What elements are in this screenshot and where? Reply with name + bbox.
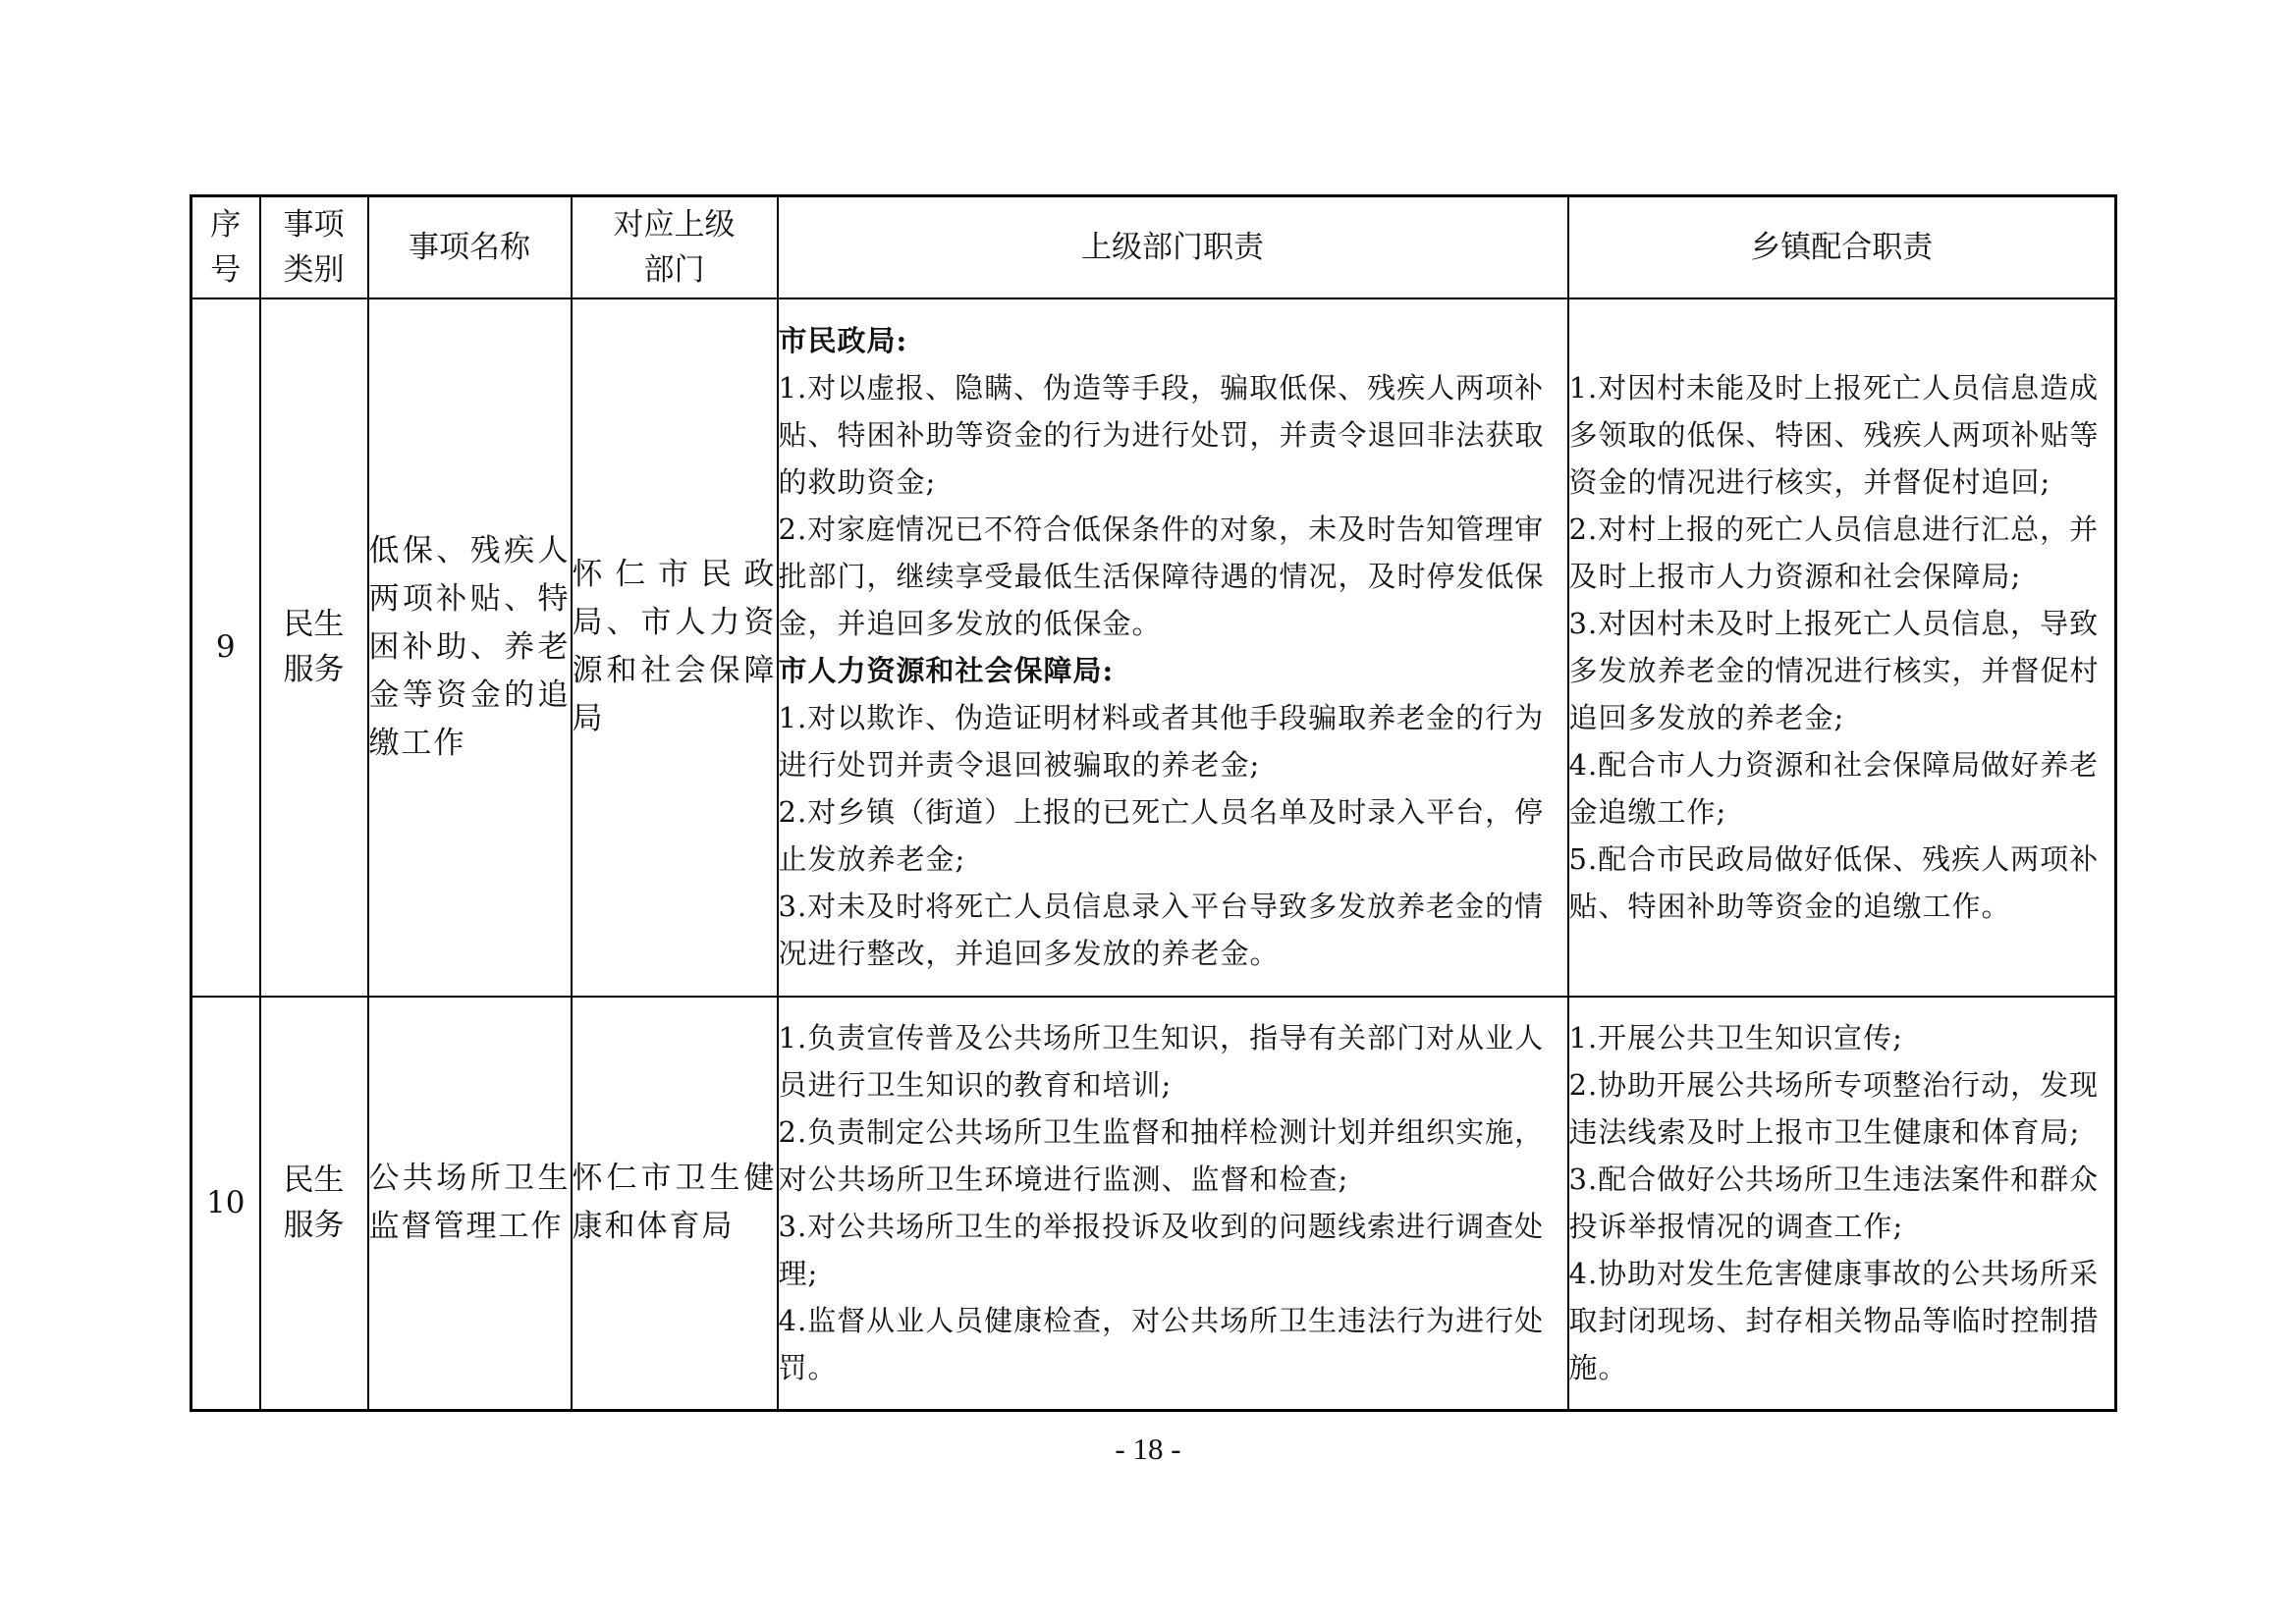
dept-heading: 市人力资源和社会保障局: (778, 654, 1115, 687)
coop-item: 3.对因村未及时上报死亡人员信息，导致多发放养老金的情况进行核实，并督促村追回多发放的养老金; (1568, 607, 2100, 734)
row-seq: 9 (191, 298, 260, 997)
duty-item: 1.对以虚报、隐瞒、伪造等手段，骗取低保、残疾人两项补贴、特困补助等资金的行为进行处罚，并责令退回非法获取的救助资金; (778, 371, 1545, 499)
page-number: - 18 - (1115, 1432, 1181, 1466)
responsibility-table (190, 194, 2117, 1412)
coop-item: 4.协助对发生危害健康事故的公共场所采取封闭现场、封存相关物品等临时控制措施。 (1568, 1257, 2100, 1385)
header-name: 事项名称 (368, 196, 572, 298)
coop-item: 5.配合市民政局做好低保、残疾人两项补贴、特困补助等资金的追缴工作。 (1568, 842, 2100, 923)
duty-item: 1.对以欺诈、伪造证明材料或者其他手段骗取养老金的行为进行处罚并责令退回被骗取的养老金; (778, 701, 1545, 782)
duty-item: 4.监督从业人员健康检查，对公共场所卫生违法行为进行处罚。 (778, 1304, 1545, 1385)
coop-item: 2.协助开展公共场所专项整治行动，发现违法线索及时上报市卫生健康和体育局; (1568, 1068, 2100, 1150)
header-category: 事项 类别 (260, 196, 368, 298)
row-dept: 怀仁市卫生健康和体育局 (572, 997, 778, 1411)
coop-item: 1.对因村未能及时上报死亡人员信息造成多领取的低保、特困、残疾人两项补贴等资金的情况进行核实，并督促村追回; (1568, 371, 2100, 499)
coop-item: 2.对村上报的死亡人员信息进行汇总，并及时上报市人力资源和社会保障局; (1568, 513, 2100, 593)
duty-item: 3.对公共场所卫生的举报投诉及收到的问题线索进行调查处理; (778, 1210, 1545, 1291)
row-upper-duties (778, 997, 1568, 1411)
row-town-duties (1568, 997, 2116, 1411)
row-category: 民生 服务 (260, 298, 368, 997)
duty-item: 1.负责宣传普及公共场所卫生知识，指导有关部门对从业人员进行卫生知识的教育和培训; (778, 1021, 1545, 1103)
row-category: 民生 服务 (260, 997, 368, 1411)
header-seq: 序 号 (191, 196, 260, 298)
coop-item: 4.配合市人力资源和社会保障局做好养老金追缴工作; (1568, 748, 2100, 829)
dept-heading: 市民政局: (778, 324, 908, 357)
table-row (191, 298, 2116, 997)
duty-item: 2.对乡镇（街道）上报的已死亡人员名单及时录入平台，停止发放养老金; (778, 795, 1545, 876)
duty-item: 2.负责制定公共场所卫生监督和抽样检测计划并组织实施，对公共场所卫生环境进行监测、监督和检查; (778, 1115, 1545, 1197)
table-row (191, 997, 2116, 1411)
row-item-name: 低保、残疾人两项补贴、特困补助、养老金等资金的追缴工作 (368, 298, 572, 997)
table-header-row (191, 196, 2116, 298)
header-town-duties: 乡镇配合职责 (1568, 196, 2116, 298)
header-dept: 对应上级 部门 (572, 196, 778, 298)
row-item-name: 公共场所卫生监督管理工作 (368, 997, 572, 1411)
coop-item: 3.配合做好公共场所卫生违法案件和群众投诉举报情况的调查工作; (1568, 1163, 2100, 1244)
duty-item: 2.对家庭情况已不符合低保条件的对象，未及时告知管理审批部门，继续享受最低生活保障待遇的情况，及时停发低保金，并追回多发放的低保金。 (778, 513, 1545, 640)
header-upper-duties: 上级部门职责 (778, 196, 1568, 298)
coop-item: 1.开展公共卫生知识宣传; (1568, 1021, 1903, 1055)
row-dept: 怀仁市民政局、市人力资源和社会保障局 (572, 298, 778, 997)
row-seq: 10 (191, 997, 260, 1411)
row-town-duties (1568, 298, 2116, 997)
row-upper-duties (778, 298, 1568, 997)
duty-item: 3.对未及时将死亡人员信息录入平台导致多发放养老金的情况进行整改，并追回多发放的养老金。 (778, 890, 1545, 970)
